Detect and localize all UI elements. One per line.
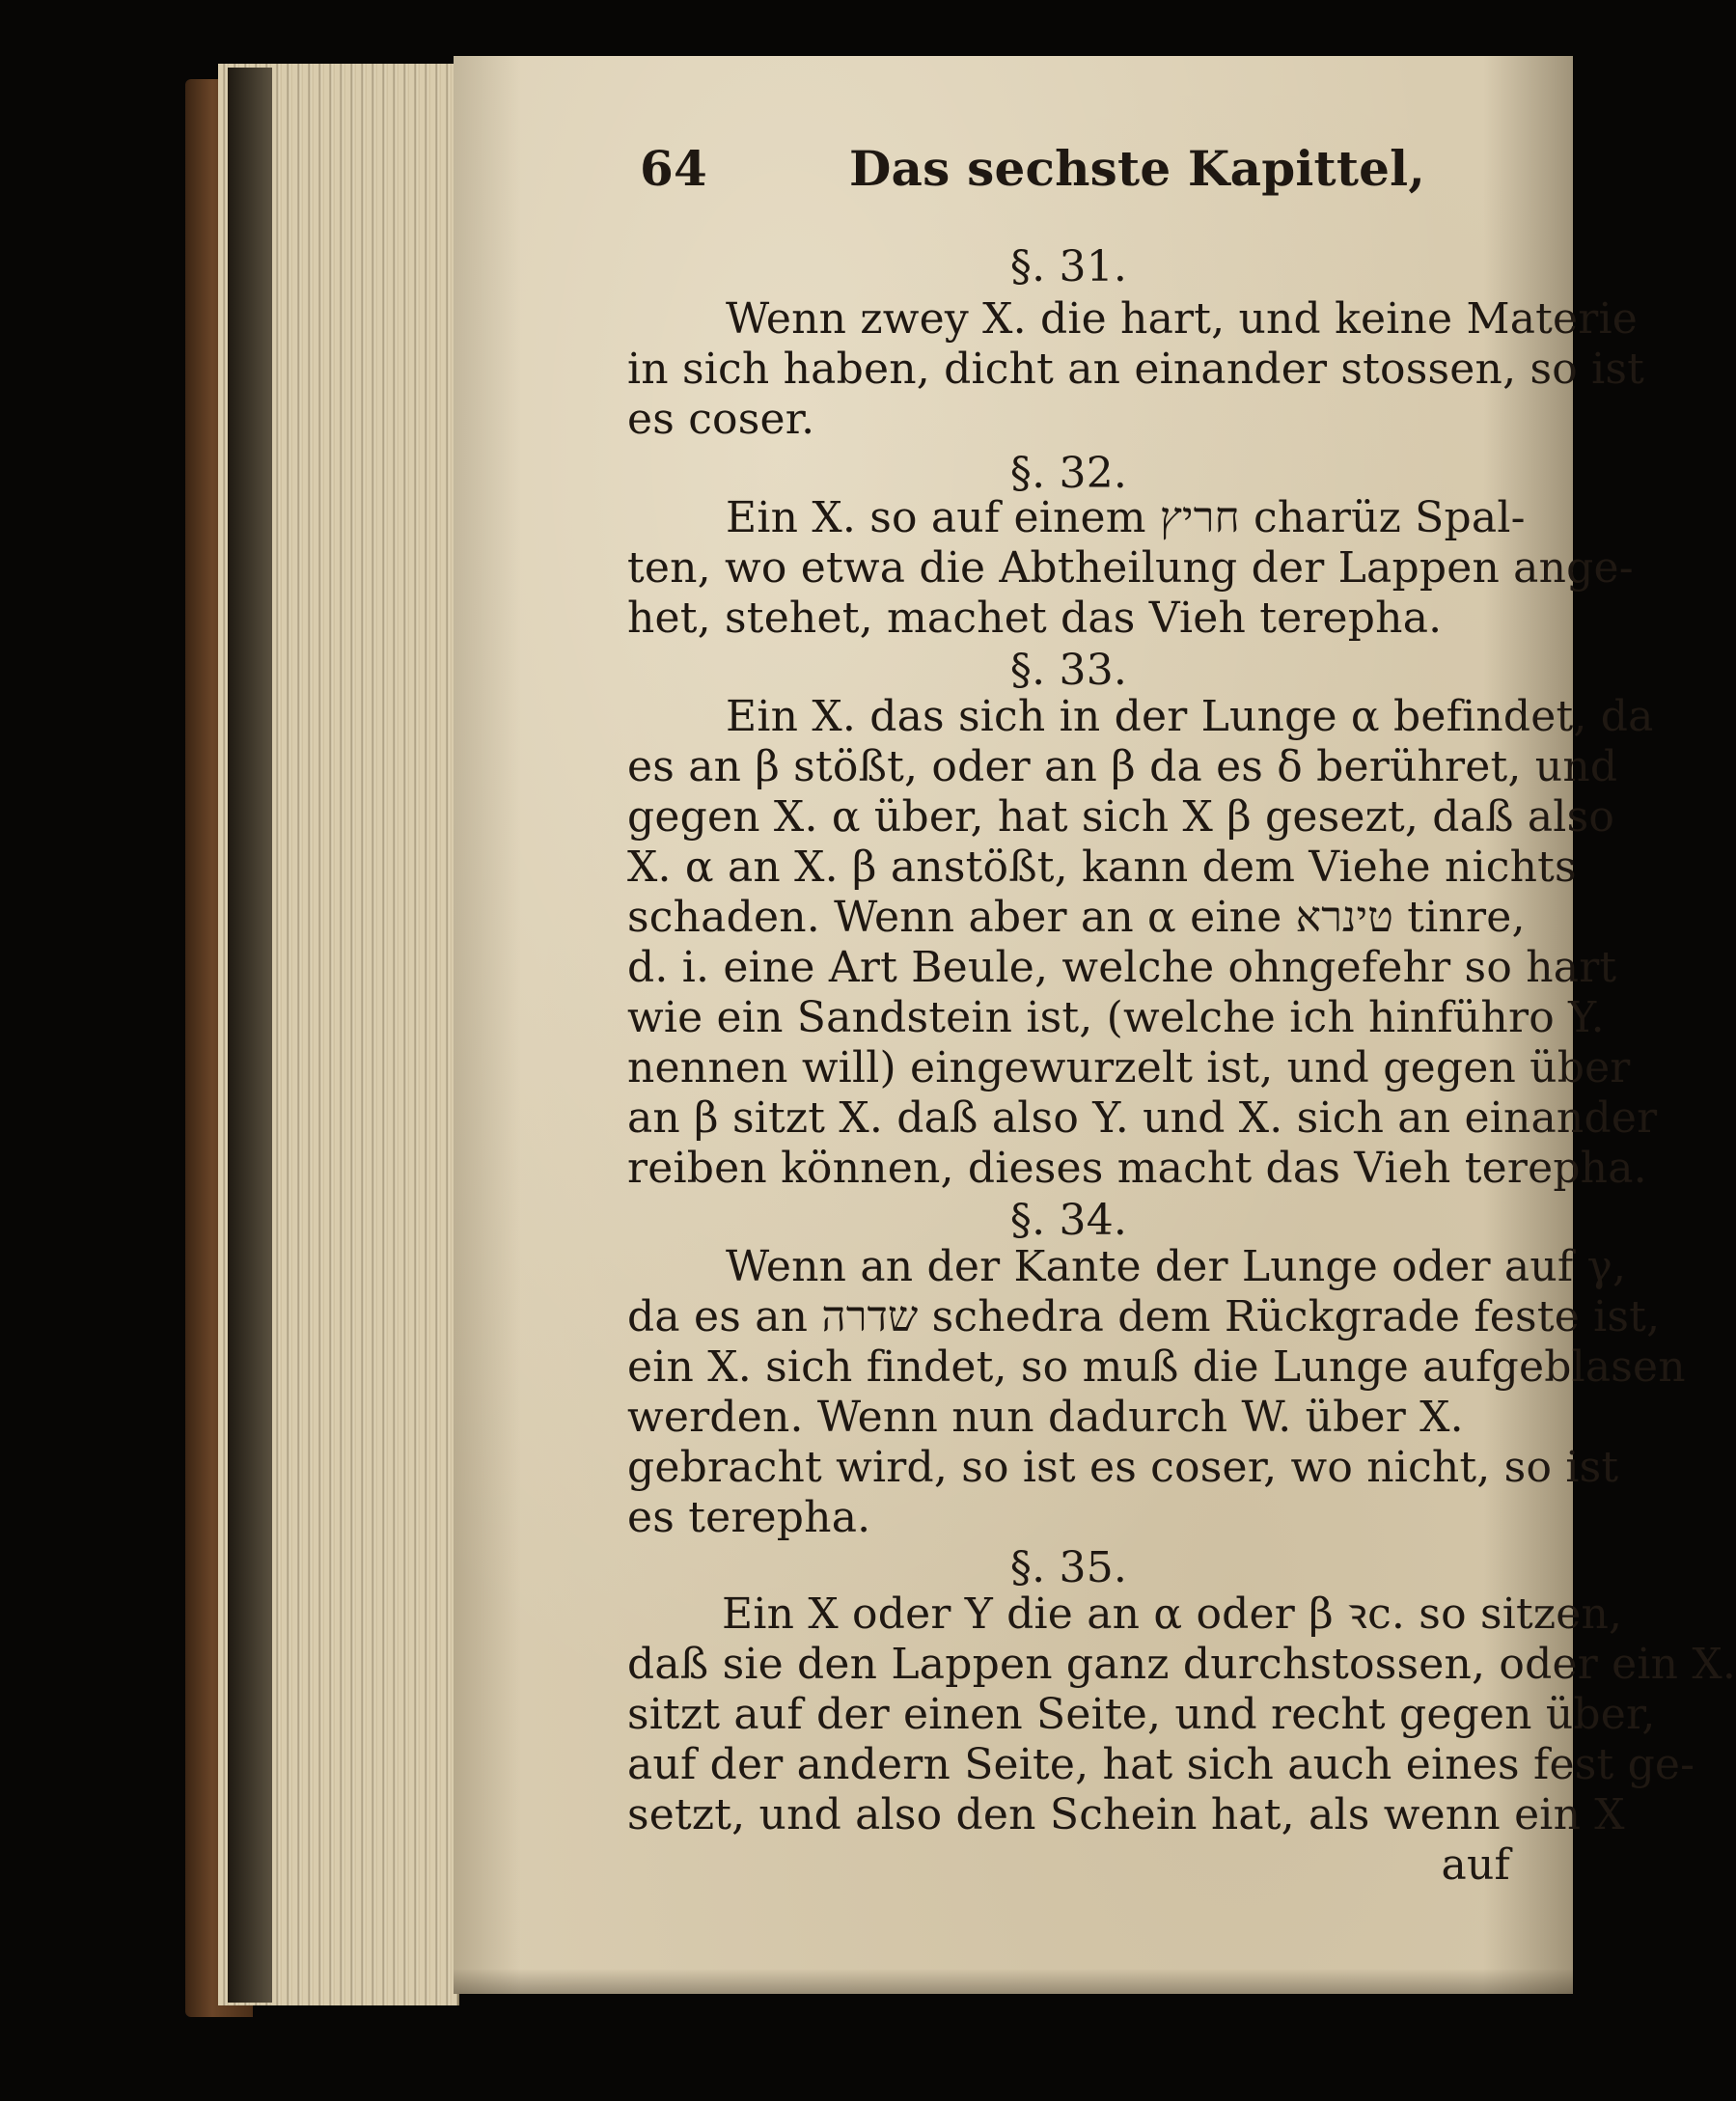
text-line: es terepha. [627, 1493, 871, 1542]
text-line: auf der andern Seite, hat sich auch eines fest ge- [627, 1740, 1695, 1789]
text-line: ten, wo etwa die Abtheilung der Lappen ange- [627, 543, 1634, 593]
text-line: gegen X. α über, hat sich X β gesezt, daß also [627, 792, 1615, 842]
text-line: het, stehet, machet das Vieh terepha. [627, 594, 1443, 643]
text-line: reiben können, dieses macht das Vieh terepha. [627, 1144, 1647, 1193]
gutter-shadow [228, 68, 272, 2003]
section-heading-32: §. 32. [1009, 449, 1128, 498]
text-line: es an β stößt, oder an β da es δ berühret, und [627, 742, 1618, 791]
section-heading-34: §. 34. [1009, 1196, 1128, 1245]
text-line: daß sie den Lappen ganz durchstossen, oder ein X. [627, 1640, 1736, 1689]
catchword: auf [1441, 1840, 1510, 1890]
text-line: wie ein Sandstein ist, (welche ich hinführo Y. [627, 993, 1605, 1042]
text-line: X. α an X. β anstößt, kann dem Viehe nichts [627, 843, 1577, 892]
section-heading-35: §. 35. [1009, 1543, 1128, 1592]
text-line: es coser. [627, 395, 815, 444]
text-line: gebracht wird, so ist es coser, wo nicht, so ist [627, 1443, 1619, 1492]
text-line: Wenn zwey X. die hart, und keine Materie [726, 294, 1638, 344]
page-number: 64 [640, 140, 707, 197]
text-line: da es an שדרה schedra dem Rückgrade feste ist, [627, 1292, 1661, 1341]
text-line: setzt, und also den Schein hat, als wenn ein X [627, 1790, 1625, 1839]
running-title: Das sechste Kapittel, [849, 140, 1425, 197]
section-heading-33: §. 33. [1009, 646, 1128, 695]
text-line: in sich haben, dicht an einander stossen, so ist [627, 345, 1645, 394]
text-line: Ein X. das sich in der Lunge α befindet, da [726, 692, 1654, 741]
text-line: ein X. sich findet, so muß die Lunge aufgeblasen [627, 1342, 1686, 1392]
page-shadow [454, 1969, 1573, 1994]
text-line: sitzt auf der einen Seite, und recht gegen über, [627, 1690, 1656, 1739]
text-line: nennen will) eingewurzelt ist, und gegen über [627, 1043, 1631, 1092]
text-line: Ein X oder Y die an α oder β ꝛc. so sitzen, [722, 1590, 1623, 1639]
section-heading-31: §. 31. [1009, 242, 1128, 291]
text-line: werden. Wenn nun dadurch W. über X. [627, 1393, 1464, 1442]
text-line: Ein X. so auf einem חריץ charüz Spal- [726, 493, 1526, 542]
text-line: schaden. Wenn aber an α eine טינרא tinre, [627, 893, 1526, 942]
text-line: d. i. eine Art Beule, welche ohngefehr so hart [627, 943, 1617, 992]
text-line: an β sitzt X. daß also Y. und X. sich an einander [627, 1093, 1658, 1143]
text-line: Wenn an der Kante der Lunge oder auf γ, [726, 1242, 1627, 1291]
